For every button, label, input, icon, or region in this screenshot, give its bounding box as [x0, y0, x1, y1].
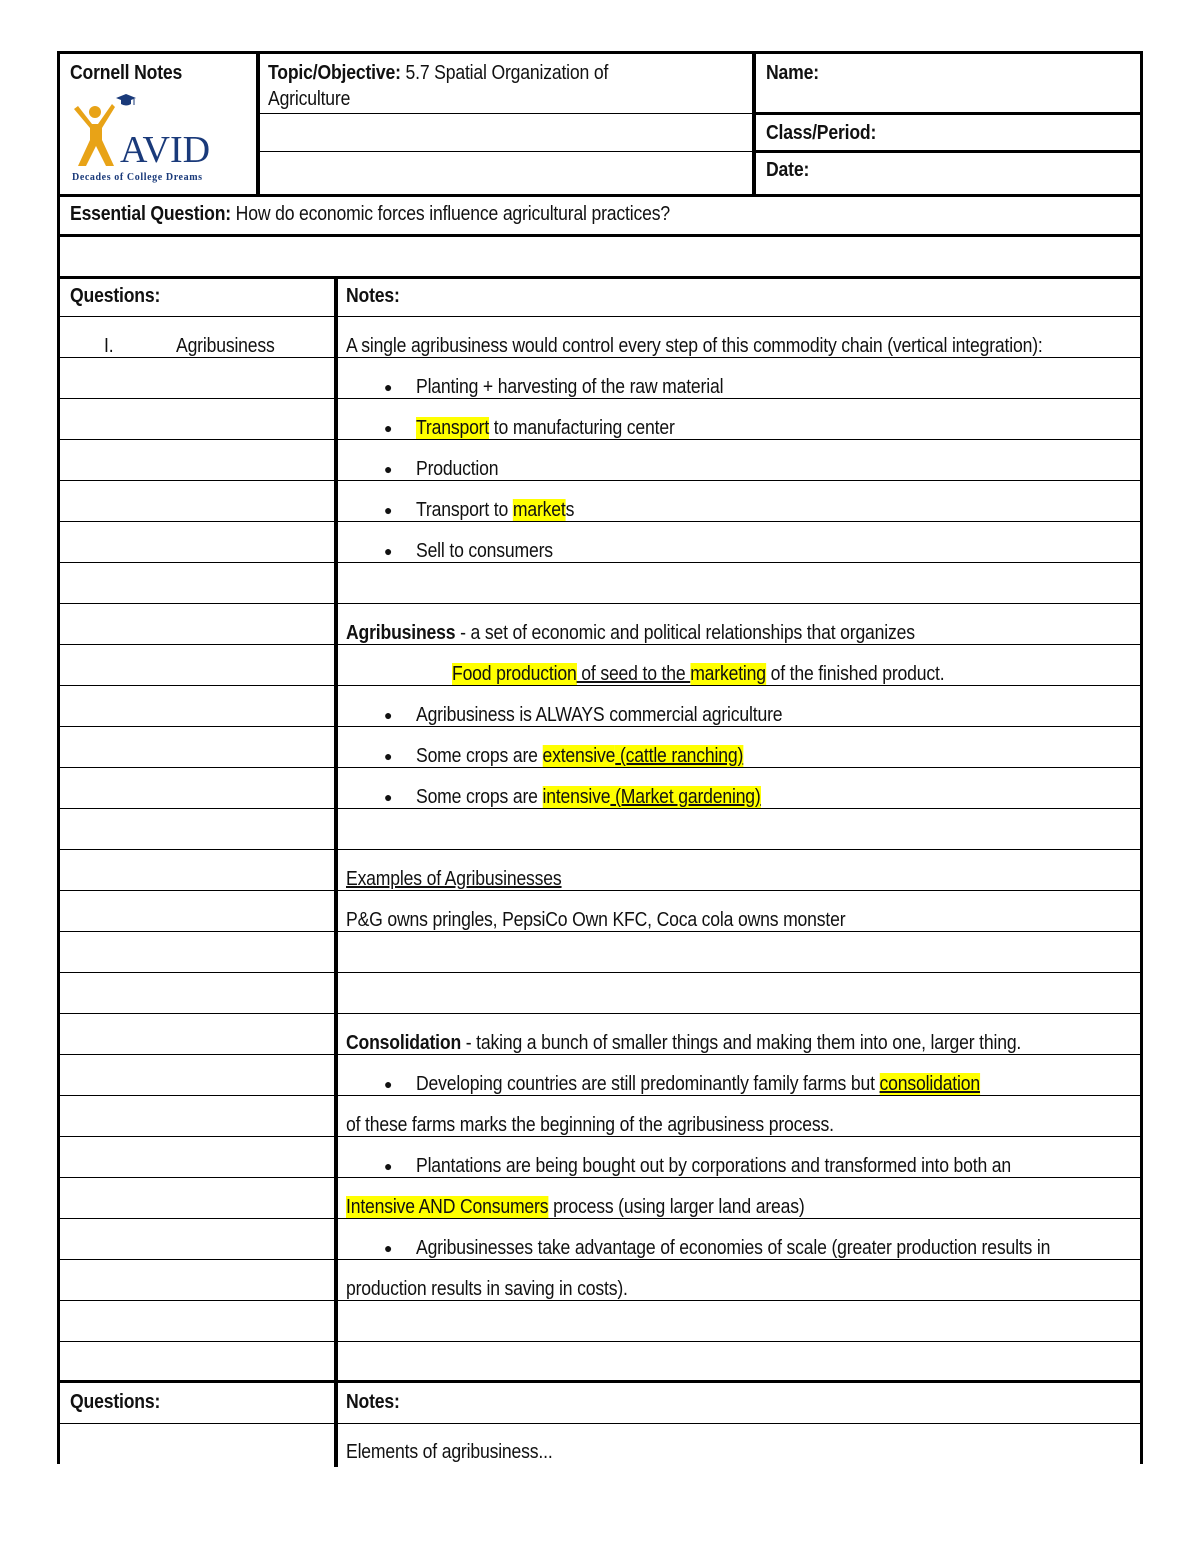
note-bullet: Planting + harvesting of the raw material [416, 376, 724, 398]
note-bullet: Production [416, 458, 499, 480]
note-bullet: Agribusinesses take advantage of economies of scale (greater production results in [416, 1237, 1051, 1259]
topic-objective-line2: Agriculture [268, 88, 351, 110]
column-divider [334, 278, 338, 1467]
divider [60, 1380, 1140, 1383]
divider [60, 521, 1140, 522]
bullet-icon: ● [384, 1158, 393, 1174]
divider [60, 316, 1140, 317]
notes-heading: Notes: [346, 1391, 400, 1413]
note-bullet: Some crops are intensive (Market gardening) [416, 786, 761, 808]
divider [60, 603, 1140, 604]
definition-continuation: Food production of seed to the marketing of the finished product. [452, 663, 945, 685]
definition-consolidation: Consolidation - taking a bunch of smaller things and making them into one, larger thing. [346, 1032, 1022, 1054]
bullet-icon: ● [384, 502, 393, 518]
note-bullet: Transport to manufacturing center [416, 417, 675, 439]
bullet-icon: ● [384, 707, 393, 723]
note-continuation: Intensive AND Consumers process (using larger land areas) [346, 1196, 805, 1218]
divider [60, 972, 1140, 973]
date-label: Date: [766, 159, 810, 181]
divider [60, 194, 1140, 197]
examples-heading: Examples of Agribusinesses [346, 868, 562, 890]
divider [60, 480, 1140, 481]
note-bullet: Plantations are being bought out by corporations and transformed into both an [416, 1155, 1012, 1177]
divider [60, 562, 1140, 563]
divider [60, 1013, 1140, 1014]
cornell-notes-sheet [57, 51, 1143, 1464]
bullet-icon: ● [384, 1076, 393, 1092]
bullet-icon: ● [384, 461, 393, 477]
avid-wordmark: AVID [120, 129, 211, 171]
bullet-icon: ● [384, 748, 393, 764]
note-bullet: Some crops are extensive (cattle ranching) [416, 745, 744, 767]
note-bullet: Transport to markets [416, 499, 575, 521]
questions-heading: Questions: [70, 285, 161, 307]
cornell-notes-label: Cornell Notes [70, 62, 183, 84]
note-continuation: production results in saving in costs). [346, 1278, 628, 1300]
bullet-icon: ● [384, 789, 393, 805]
question-item: Agribusiness [176, 335, 275, 357]
class-period-label: Class/Period: [766, 122, 877, 144]
divider [60, 276, 1140, 279]
definition-agribusiness: Agribusiness - a set of economic and political relationships that organizes [346, 622, 915, 644]
avid-logo [70, 94, 220, 189]
essential-question: Essential Question: How do economic forces influence agricultural practices? [70, 203, 670, 225]
examples-text: P&G owns pringles, PepsiCo Own KFC, Coca cola owns monster [346, 909, 846, 931]
name-label: Name: [766, 62, 819, 84]
note-line: Elements of agribusiness... [346, 1441, 553, 1463]
note-bullet: Sell to consumers [416, 540, 553, 562]
divider [60, 849, 1140, 850]
avid-figure-icon [70, 94, 220, 189]
question-number: I. [104, 335, 114, 357]
divider [258, 151, 752, 152]
topic-objective: Topic/Objective: 5.7 Spatial Organization of [268, 62, 609, 84]
avid-tagline: Decades of College Dreams [72, 172, 203, 183]
bullet-icon: ● [384, 1240, 393, 1256]
divider [60, 890, 1140, 891]
note-line: A single agribusiness would control every step of this commodity chain (vertical integration): [346, 335, 1043, 357]
divider [756, 112, 1140, 115]
divider [60, 234, 1140, 237]
divider [258, 113, 752, 114]
bullet-icon: ● [384, 543, 393, 559]
bullet-icon: ● [384, 379, 393, 395]
divider [752, 54, 756, 196]
divider [256, 54, 260, 196]
divider [60, 1341, 1140, 1342]
divider [756, 150, 1140, 153]
bullet-icon: ● [384, 420, 393, 436]
note-bullet: Agribusiness is ALWAYS commercial agriculture [416, 704, 783, 726]
notes-heading: Notes: [346, 285, 400, 307]
questions-heading: Questions: [70, 1391, 161, 1413]
divider [60, 1423, 1140, 1424]
note-continuation: of these farms marks the beginning of the agribusiness process. [346, 1114, 834, 1136]
note-bullet: Developing countries are still predominantly family farms but consolidation [416, 1073, 980, 1095]
